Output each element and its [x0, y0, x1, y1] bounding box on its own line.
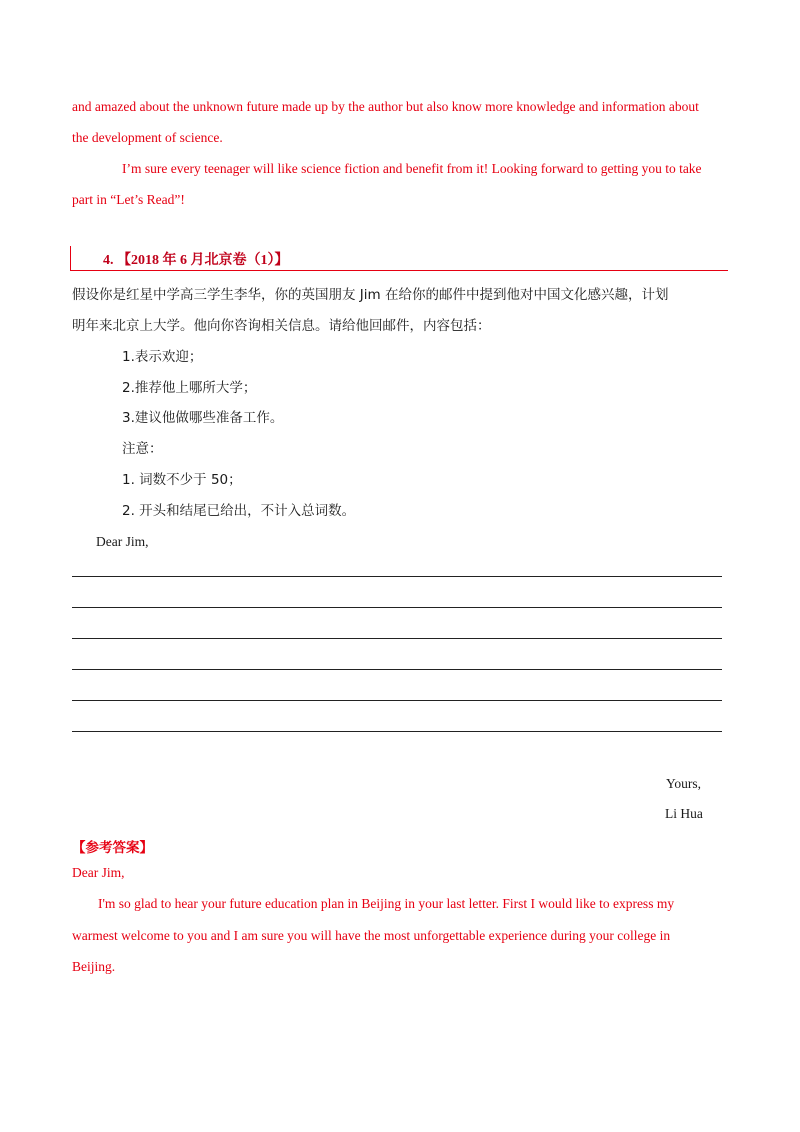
- prompt-point-1: 1.表示欢迎；: [122, 349, 203, 365]
- prompt-point-2: 2.推荐他上哪所大学；: [122, 380, 257, 396]
- writing-line: [72, 576, 722, 577]
- prev-answer-line-2: the development of science.: [72, 130, 223, 145]
- answer-label: 【参考答案】: [72, 840, 153, 856]
- answer-line-2: warmest welcome to you and I am sure you will have the most unforgettable experience during your college in: [72, 928, 671, 943]
- note-2: 2. 开头和结尾已给出，不计入总词数。: [122, 503, 356, 519]
- prompt-point-3: 3.建议他做哪些准备工作。: [122, 410, 284, 426]
- writing-line: [72, 638, 722, 639]
- question-title: 4. 【2018 年 6 月北京卷（1）】: [103, 253, 289, 268]
- prev-answer-line-3: I’m sure every teenager will like science fiction and benefit from it! Looking forward to getting you to take: [122, 161, 702, 176]
- writing-line: [72, 669, 722, 670]
- answer-salutation: Dear Jim,: [72, 865, 125, 880]
- writing-line: [72, 607, 722, 608]
- prev-answer-line-4: part in “Let’s Read”!: [72, 192, 185, 207]
- writing-line: [72, 731, 722, 732]
- letter-salutation: Dear Jim,: [96, 534, 149, 549]
- question-header-bar: [70, 246, 71, 270]
- question-header: [70, 246, 728, 271]
- answer-line-3: Beijing.: [72, 959, 116, 974]
- prev-answer-line-1: and amazed about the unknown future made up by the author but also know more knowledge and information about: [72, 99, 699, 114]
- note-1: 1. 词数不少于 50；: [122, 472, 242, 488]
- letter-closing: Yours,: [666, 776, 702, 791]
- prompt-line-1: 假设你是红星中学高三学生李华，你的英国朋友 Jim 在给你的邮件中提到他对中国文化感兴趣，计划: [72, 287, 669, 303]
- answer-line-1: I'm so glad to hear your future education plan in Beijing in your last letter. First I would like to express my: [98, 896, 675, 911]
- note-label: 注意：: [122, 441, 163, 457]
- writing-line: [72, 700, 722, 701]
- letter-signature: Li Hua: [665, 806, 703, 821]
- prompt-line-2: 明年来北京上大学。他向你咨询相关信息。请给他回邮件，内容包括：: [72, 318, 491, 334]
